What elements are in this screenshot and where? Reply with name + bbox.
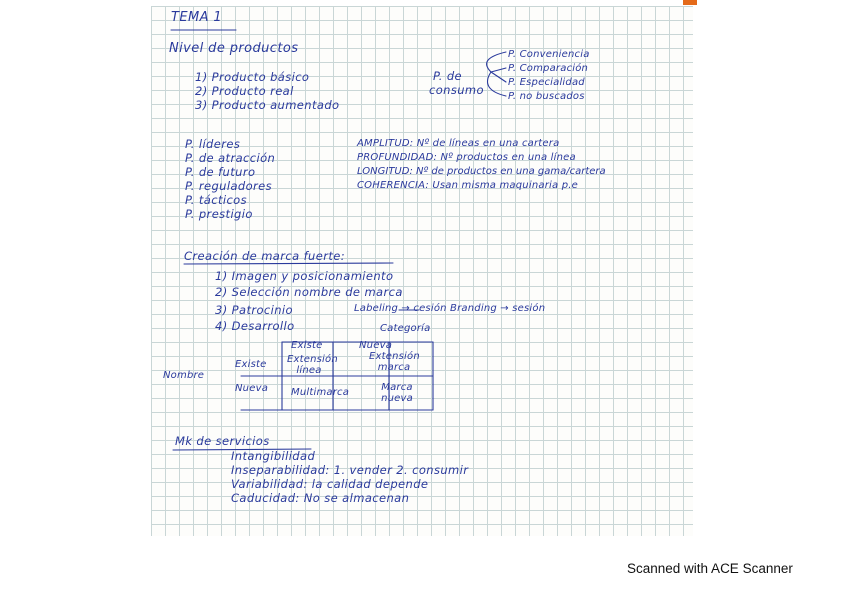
consumo-item: P. Comparación	[508, 63, 589, 74]
scanner-watermark: Scanned with ACE Scanner	[627, 561, 793, 576]
matrix-col-group: Categoría	[380, 323, 431, 334]
servicio-item: Intangibilidad	[231, 449, 316, 463]
patrocinio-note: Labeling → cesión Branding → sesión	[354, 303, 546, 314]
servicio-item: Variabilidad: la calidad depende	[231, 477, 429, 491]
servicio-item: Caducidad: No se almacenan	[231, 491, 410, 505]
tipo-item: P. líderes	[185, 137, 241, 151]
nivel-item: 2) Producto real	[195, 84, 294, 98]
marca-heading: Creación de marca fuerte:	[184, 249, 346, 263]
servicio-item: Inseparabilidad: 1. vender 2. consumir	[231, 463, 469, 477]
bracket-arrow-3	[491, 72, 506, 82]
consumo-item: P. Conveniencia	[508, 49, 590, 60]
marca-underline	[184, 263, 393, 264]
matrix-row-label: Existe	[235, 359, 267, 370]
page-corner-mark	[683, 0, 697, 5]
tipo-item: P. reguladores	[185, 179, 273, 193]
definicion: PROFUNDIDAD: Nº productos en una línea	[357, 152, 576, 163]
page-title: TEMA 1	[171, 10, 223, 25]
tipo-item: P. de atracción	[185, 151, 276, 165]
marca-item: 3) Patrocinio	[215, 303, 293, 317]
bracket-arrow-2	[491, 68, 506, 72]
matrix-cell: Multimarca	[291, 387, 350, 398]
matrix-cell: Extensión línea	[287, 354, 338, 376]
nivel-item: 3) Producto aumentado	[195, 98, 340, 112]
tipo-item: P. prestigio	[185, 207, 253, 221]
matrix-cell: Extensión marca	[369, 351, 420, 373]
consumo-item: P. no buscados	[508, 91, 585, 102]
servicios-heading: Mk de servicios	[175, 434, 270, 448]
definicion: LONGITUD: Nº de productos en una gama/cartera	[357, 166, 606, 177]
marca-item: 4) Desarrollo	[215, 319, 295, 333]
matrix-row-group: Nombre	[163, 370, 205, 381]
tipo-item: P. de futuro	[185, 165, 256, 179]
nivel-item: 1) Producto básico	[195, 70, 310, 84]
notebook-page	[151, 6, 693, 536]
consumo-label-top: P. de	[433, 69, 463, 83]
matrix-cell: Marca nueva	[381, 382, 413, 404]
niveles-heading: Nivel de productos	[169, 41, 299, 56]
matrix-row-label: Nueva	[235, 383, 269, 394]
marca-item: 1) Imagen y posicionamiento	[215, 269, 394, 283]
consumo-item: P. Especialidad	[508, 77, 585, 88]
consumo-label-bottom: consumo	[429, 83, 484, 97]
definicion: COHERENCIA: Usan misma maquinaria p.e	[357, 180, 578, 191]
matrix-col-header: Nueva	[359, 340, 393, 351]
definicion: AMPLITUD: Nº de líneas en una cartera	[357, 138, 560, 149]
matrix-col-header: Existe	[291, 340, 323, 351]
tipo-item: P. tácticos	[185, 193, 247, 207]
marca-item: 2) Selección nombre de marca	[215, 285, 403, 299]
